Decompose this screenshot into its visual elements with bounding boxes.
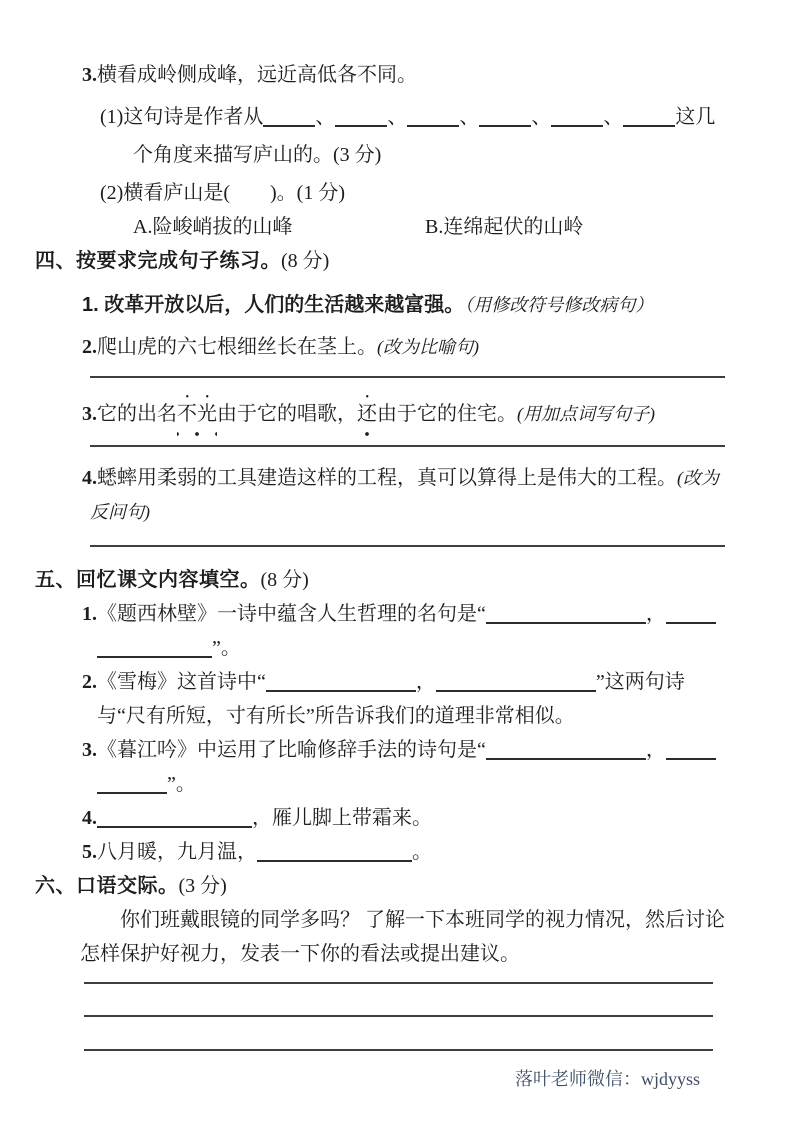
five-item3-line2 [97,767,725,801]
five-item1-number: 1. [82,603,97,625]
four-item3-note: (用加点词写句子) [517,404,655,424]
five-item2-line2 [97,699,725,733]
five-item2-line2-text: 与“尺有所短，寸有所长”所告诉我们的道理非常相似。 [97,705,575,727]
six-prompt-paragraph: 你们班戴眼镜的同学多吗？ 了解一下本班同学的视力情况，然后讨论怎样保护好视力，发表一下你的看法或提出建议。 [80,909,725,965]
option-a: A.险峻峭拔的山峰 [133,216,293,238]
five-item5-pre: 八月暖，九月温， [97,841,257,863]
section-five-score: (8 分) [260,569,309,591]
five-item2-line1 [82,665,725,699]
four-item1 [82,288,725,322]
four-item4-number: 4. [82,467,97,489]
five-item3-number: 3. [82,739,97,761]
section-four-title: 四、按要求完成句子练习。 [35,250,281,272]
four-item2 [82,330,725,364]
four-item3-mid: 由于它的唱歌， [217,403,357,425]
q3-sub1-post: 这几 [675,106,716,128]
section-five-header [35,563,725,597]
q3-sub1-label: (1) [100,106,124,128]
five-item3-pre: 《暮江吟》中运用了比喻修辞手法的诗句是“ [97,739,486,761]
four-item1-sentence: 1. 改革开放以后，人们的生活越来越富强。 [82,294,465,316]
five-item2-pre: 《雪梅》这首诗中“ [97,671,266,693]
answer-line[interactable] [84,971,713,984]
four-item3-number: 3. [82,403,97,425]
q3-sub2-label: (2) [100,182,124,204]
section-five-title: 五、回忆课文内容填空。 [35,569,261,591]
q3-sub1-continuation [133,138,725,172]
q3-sub1-line [100,100,725,134]
separator: 、 [603,106,624,128]
five-item2-number: 2. [82,671,97,693]
answer-line[interactable] [90,364,725,378]
fill-blank[interactable] [97,774,167,794]
fill-blank[interactable] [257,842,412,862]
five-item4-post: ，雁儿脚上带霜来。 [252,807,432,829]
section-four-score: (8 分) [281,250,330,272]
q3-text: 横看成岭侧成峰，远近高低各不同。 [97,64,417,86]
teacher-wechat-footer: 落叶老师微信：wjdyyss [514,1069,700,1089]
fill-blank[interactable] [486,740,646,760]
five-item3-close: ”。 [167,773,196,795]
section-four-header [35,244,725,278]
answer-line[interactable] [84,1017,713,1051]
fill-blank[interactable] [479,107,531,127]
q3-sub2-text: 横看庐山是( )。 [123,182,297,204]
five-item4-number: 4. [82,807,97,829]
q3-sub1-cont-text: 个角度来描写庐山的。 [133,144,333,166]
separator: 、 [315,106,336,128]
fill-blank[interactable] [623,107,675,127]
four-item2-sentence: 爬山虎的六七根细丝长在茎上。 [97,336,377,358]
comma: ， [645,603,666,625]
five-item3-line1 [82,733,725,767]
five-item4-line [82,801,725,835]
fill-blank[interactable] [263,107,315,127]
fill-blank[interactable] [666,604,716,624]
section-six-header [35,869,725,903]
q3-number: 3. [82,64,97,86]
four-item3 [82,392,725,431]
comma: ， [645,739,666,761]
four-item4-note: (改为反问句) [90,468,719,522]
separator: 、 [387,106,408,128]
comma: ， [415,671,436,693]
fill-blank[interactable] [335,107,387,127]
five-item1-close: ”。 [212,637,241,659]
answer-line[interactable] [84,984,713,1017]
fill-blank[interactable] [551,107,603,127]
five-item1-line1 [82,597,725,631]
four-item2-note: (改为比喻句) [377,337,479,357]
fill-blank[interactable] [436,672,596,692]
q3-sub2-score: (1 分) [296,182,345,204]
fill-blank[interactable] [486,604,646,624]
q3-stem [82,58,725,92]
section-six-title: 六、口语交际。 [35,875,179,897]
five-item5-line [82,835,725,869]
five-item5-post: 。 [412,841,432,863]
fill-blank[interactable] [407,107,459,127]
fill-blank[interactable] [666,740,716,760]
four-item3-dotted-word: 不光 [177,392,217,436]
q3-options-row [133,210,725,244]
separator: 、 [531,106,552,128]
four-item3-post: 由于它的住宅。 [377,403,517,425]
fill-blank[interactable] [97,808,252,828]
section-six-score: (3 分) [178,875,227,897]
q3-sub2-line [100,176,725,210]
option-b: B.连绵起伏的山岭 [425,216,584,238]
four-item3-pre: 它的出名 [97,403,177,425]
fill-blank[interactable] [97,638,212,658]
five-item5-number: 5. [82,841,97,863]
four-item1-note: （用修改符号修改病句） [464,295,654,315]
four-item3-dotted-word: 还 [357,392,377,436]
five-item1-line2 [97,631,725,665]
separator: 、 [459,106,480,128]
q3-sub1-pre: 这句诗是作者从 [123,106,264,128]
fill-blank[interactable] [266,672,416,692]
four-item4 [82,461,725,529]
four-item4-sentence: 蟋蟀用柔弱的工具建造这样的工程，真可以算得上是伟大的工程。 [97,467,677,489]
answer-line[interactable] [90,529,725,547]
five-item2-post: ”这两句诗 [595,671,685,693]
four-item2-number: 2. [82,336,97,358]
five-item1-pre: 《题西林壁》一诗中蕴含人生哲理的名句是“ [97,603,486,625]
q3-sub1-score: (3 分) [333,144,382,166]
